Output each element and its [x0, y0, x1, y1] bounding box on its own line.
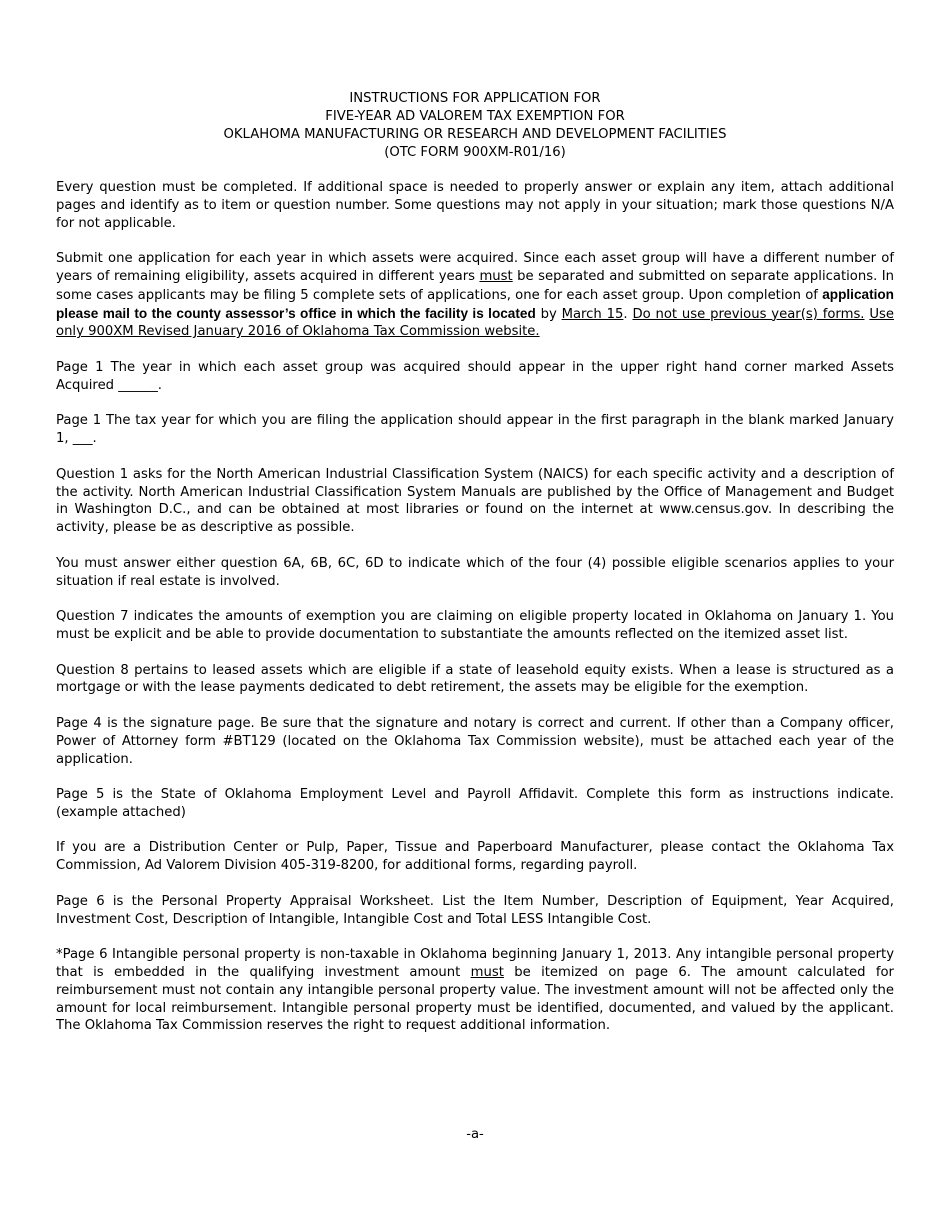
- paragraph-page5-affidavit: Page 5 is the State of Oklahoma Employment Level and Payroll Affidavit. Complete this form as instructions indicate. (example attached): [56, 787, 894, 820]
- must-emphasis-2: must: [470, 965, 504, 981]
- paragraph-distribution-center: If you are a Distribution Center or Pulp, Paper, Tissue and Paperboard Manufacturer, please contact the Oklahoma Tax Commission, Ad Valorem Division 405-319-8200, for additional forms, regarding payroll.: [56, 840, 894, 874]
- submission-text-b: be separated and submitted on separate applications. In some cases applicants may be filing 5 complete sets of applications, one for each asset group. Upon completion of: [56, 268, 894, 303]
- intangible-text-b: be itemized on page 6. The amount calculated for reimbursement must not contain any intangible personal property value. The investment amount will not be affected only the amount for local reimbursement. Intangible personal property must be identified, documented, and valued by the applicant. The Oklahoma Tax Commission reserves the right to request additional information.: [56, 965, 894, 1034]
- title-line-4: (OTC FORM 900XM-R01/16): [384, 145, 566, 160]
- document-page: [56, 90, 894, 1053]
- title-line-1: INSTRUCTIONS FOR APPLICATION FOR: [349, 91, 601, 106]
- paragraph-question-7: Question 7 indicates the amounts of exemption you are claiming on eligible property located in Oklahoma on January 1. You must be explicit and be able to provide documentation to substantiate the amounts reflected on the itemized asset list.: [56, 609, 894, 642]
- paragraph-question-8: Question 8 pertains to leased assets which are eligible if a state of leasehold equity exists. When a lease is structured as a mortgage or with the lease payments dedicated to debt retirement, the assets may be eligible for the exemption.: [56, 662, 894, 696]
- mailing-instruction: application please mail to the county assessor’s office in which the facility is located: [56, 286, 894, 321]
- previous-forms-warning: Do not use previous year(s) forms.: [632, 306, 865, 322]
- title-line-2: FIVE-YEAR AD VALOREM TAX EXEMPTION FOR: [325, 109, 625, 124]
- paragraph-general-instructions: Every question must be completed. If additional space is needed to properly answer or explain any item, attach additional pages and identify as to item or question number. Some questions may not apply in your situation; mark those questions N/A for not applicable.: [56, 180, 894, 231]
- paragraph-question-1: Question 1 asks for the North American Industrial Classification System (NAICS) for each specific activity and a description of the activity. North American Industrial Classification System Manuals are published by the Office of Management and Budget in Washington D.C., and can be obtained at most libraries or found on the internet at www.census.gov. In describing the activity, please be as descriptive as possible.: [56, 466, 894, 536]
- document-title: [56, 90, 894, 162]
- must-emphasis: must: [479, 268, 513, 284]
- page-number: -a-: [466, 1127, 484, 1142]
- submission-text-c: by: [535, 306, 562, 322]
- paragraph-question-6: You must answer either question 6A, 6B, 6C, 6D to indicate which of the four (4) possible eligible scenarios applies to your situation if real estate is involved.: [56, 555, 894, 589]
- paragraph-page6-worksheet: Page 6 is the Personal Property Appraisal Worksheet. List the Item Number, Description of Equipment, Year Acquired, Investment Cost, Description of Intangible, Intangible Cost and Total LESS Intangible Cost.: [56, 893, 894, 927]
- paragraph-page1-tax-year: Page 1 The tax year for which you are filing the application should appear in the first paragraph in the blank marked January 1, ___.: [56, 413, 894, 447]
- title-line-3: OKLAHOMA MANUFACTURING OR RESEARCH AND DEVELOPMENT FACILITIES: [223, 127, 727, 142]
- submission-text-a: Submit one application for each year in which assets were acquired. Since each asset group will have a different number of years of remaining eligibility, assets acquired in different years: [56, 251, 894, 284]
- paragraph-page4-signature: Page 4 is the signature page. Be sure that the signature and notary is correct and current. If other than a Company officer, Power of Attorney form #BT129 (located on the Oklahoma Tax Commission website), must be attached each year of the application.: [56, 715, 894, 767]
- deadline-date: March 15: [561, 306, 624, 322]
- intangible-text-a: *Page 6 Intangible personal property is non-taxable in Oklahoma beginning January 1, 2013. Any intangible personal property that is embedded in the qualifying investment amount: [56, 947, 894, 981]
- submission-text-d: .: [623, 306, 633, 322]
- paragraph-page1-assets-acquired: Page 1 The year in which each asset group was acquired should appear in the upper right hand corner marked Assets Acquired ______.: [56, 359, 894, 393]
- paragraph-page6-intangible: [56, 946, 894, 1035]
- current-form-notice: Use only 900XM Revised January 2016 of Oklahoma Tax Commission website.: [56, 306, 894, 340]
- paragraph-submission-instructions: [56, 250, 894, 341]
